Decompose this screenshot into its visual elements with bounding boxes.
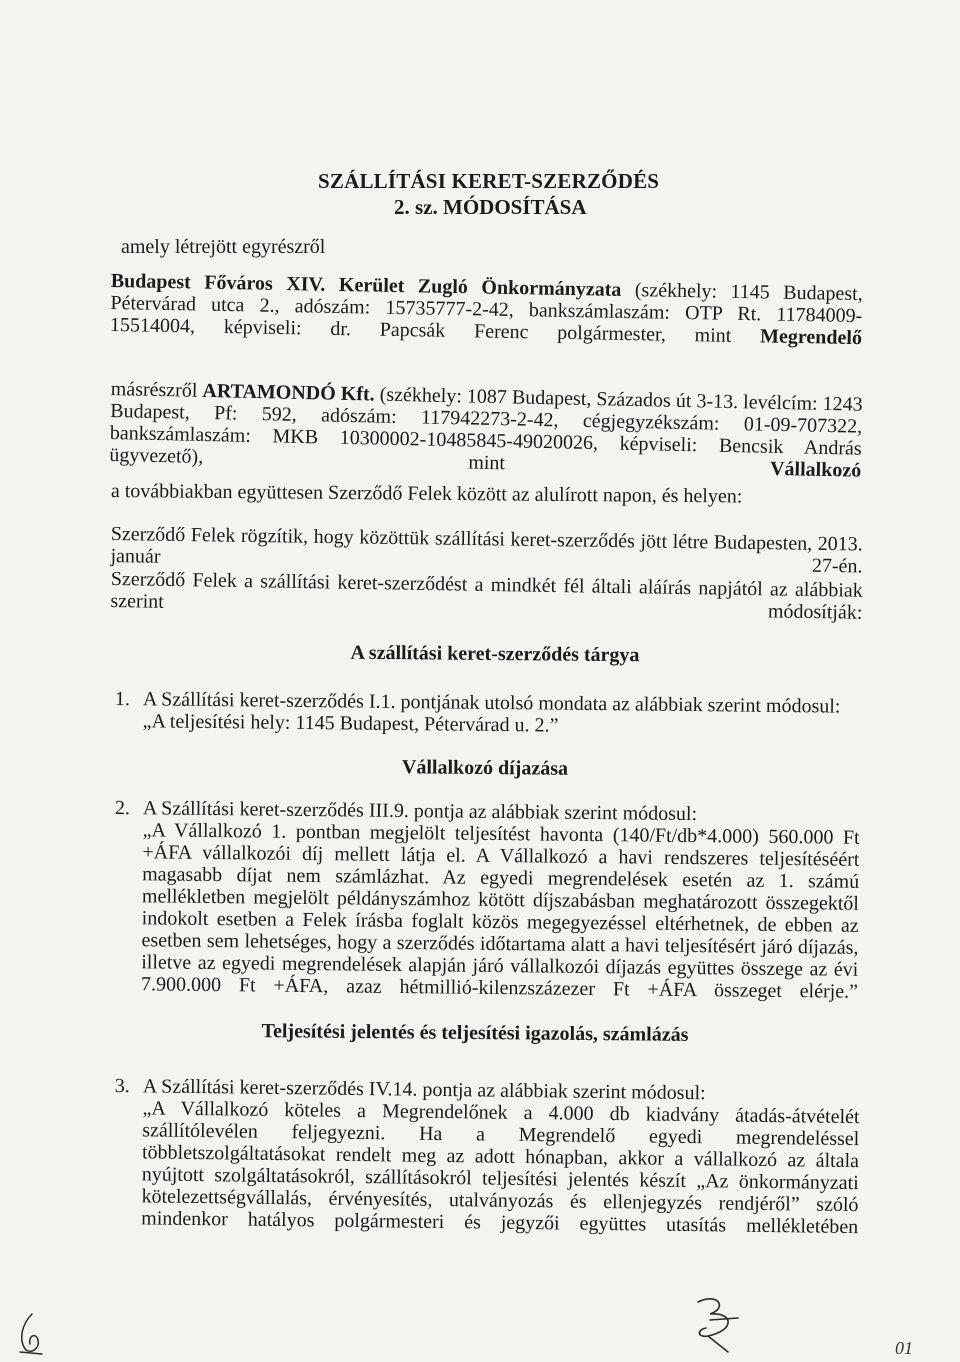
handwritten-mark (12, 1310, 48, 1356)
parties-together: a továbbiakban együttesen Szerződő Felek között az alulírott napon, és helyen: (110, 480, 743, 508)
page-mark: 01 (895, 1338, 913, 1358)
contractor-role: Vállalkozó (769, 457, 862, 482)
item-number: 3. (114, 1075, 130, 1098)
section-heading-performance: Teljesítési jelentés és teljesítési igazolás, számlázás (261, 1020, 689, 1046)
item-lead: A Szállítási keret-szerződés I.1. pontjának utolsó mondata az alábbiak szerint módosul: (142, 688, 841, 718)
item-lead: A Szállítási keret-szerződés III.9. pontja az alábbiak szerint módosul: (142, 797, 698, 826)
contractor-prefix: másrészről (110, 378, 203, 402)
amendment-item-1 (115, 688, 860, 740)
item-quote: „A teljesítési hely: 1145 Budapest, Pétervárad u. 2.” (142, 710, 559, 737)
party-customer (110, 270, 863, 349)
amendment-item-3 (113, 1075, 860, 1238)
section-heading-subject: A szállítási keret-szerződés tárgya (350, 641, 640, 667)
customer-details: (székhely: 1145 Budapest, Pétervárad utca 2., adószám: 15735777-2-42, bankszámlaszám: OTP Rt. 11784009-15514004, képviseli: dr. Papcsák Ferenc polgármester, mint (109, 278, 863, 348)
contractor-name: ARTAMONDÓ Kft. (202, 379, 375, 406)
item-number: 2. (114, 797, 130, 820)
party-contractor (109, 378, 863, 482)
signature-initials (688, 1290, 748, 1360)
item-number: 1. (114, 688, 130, 711)
amendment-item-2 (113, 797, 860, 1003)
intro-text: amely létrejött egyrészről (121, 236, 326, 258)
modification-statement: Szerződő Felek a szállítási keret-szerződést a mindkét fél általi aláírás napjától az alábbiak szerint módosítják: (110, 568, 863, 624)
item-quote: „A Vállalkozó köteles a Megrendelőnek a 4.000 db kiadvány átadás-átvételét szállítólevélen feljegyezni. Ha a Megrendelő egyedi megrendeléssel többletszolgáltatásokat rendelt meg az adott hónapban, akkor a vállalkozó az általa nyújtott szolgáltatásokról, szállításokról teljesítési jelentés készít „Az önkormányzati kötelezettségvállalás, érvényesítés, utalványozás és ellenjegyzés rendjéről” szóló mindenkor hatályos polgármesteri és jegyzői együttes utasítás mellékletében (141, 1097, 860, 1239)
document-subtitle: 2. sz. MÓDOSÍTÁSA (394, 195, 587, 219)
customer-role: Megrendelő (759, 325, 863, 350)
contract-record: Szerződő Felek rögzítik, hogy közöttük szállítási keret-szerződés jött létre Budapesten, 2013. január 27-én. (110, 523, 863, 578)
item-quote: „A Vállalkozó 1. pontban megjelölt teljesítést havonta (140/Ft/db*4.000) 560.000 Ft +ÁFA vállalkozói díj mellett látja el. A Vállalkozó a havi rendszeres teljesítéséért magasabb díjat nem számlázhat. Az egyedi megrendelések esetén az 1. számú mellékletben megjelölt példányszámhoz kötött díjszabásban meghatározott összegektől indokolt esetben a Felek írásba foglalt közös megegyezéssel eltérhetnek, de ebben az esetben sem lehetséges, hogy a szerződés időtartama alatt a havi teljesítésért járó díjazás, illetve az egyedi megrendelések alapján járó vállalkozói díjazás együttes összege az évi 7.900.000 Ft +ÁFA, azaz hétmillió-kilenzszázezer Ft +ÁFA összeget elérje.” (140, 819, 860, 1003)
document-title: SZÁLLÍTÁSI KERET-SZERZŐDÉS (318, 169, 660, 193)
section-heading-fee: Vállalkozó díjazása (401, 756, 569, 780)
contractor-details: (székhely: 1087 Budapest, Százados út 3-13. levélcím: 1243 Budapest, Pf: 592, adószám: 117942273-2-42, cégjegyzékszám: 01-09-707322, bankszámlaszám: MKB 10300002-10485845-49020026, képviseli: Bencsik András ügyvezető), mint (109, 383, 863, 480)
customer-name: Budapest Főváros XIV. Kerület Zugló Önkormányzata (110, 270, 622, 301)
item-lead: A Szállítási keret-szerződés IV.14. pontja az alábbiak szerint módosul: (142, 1075, 706, 1105)
